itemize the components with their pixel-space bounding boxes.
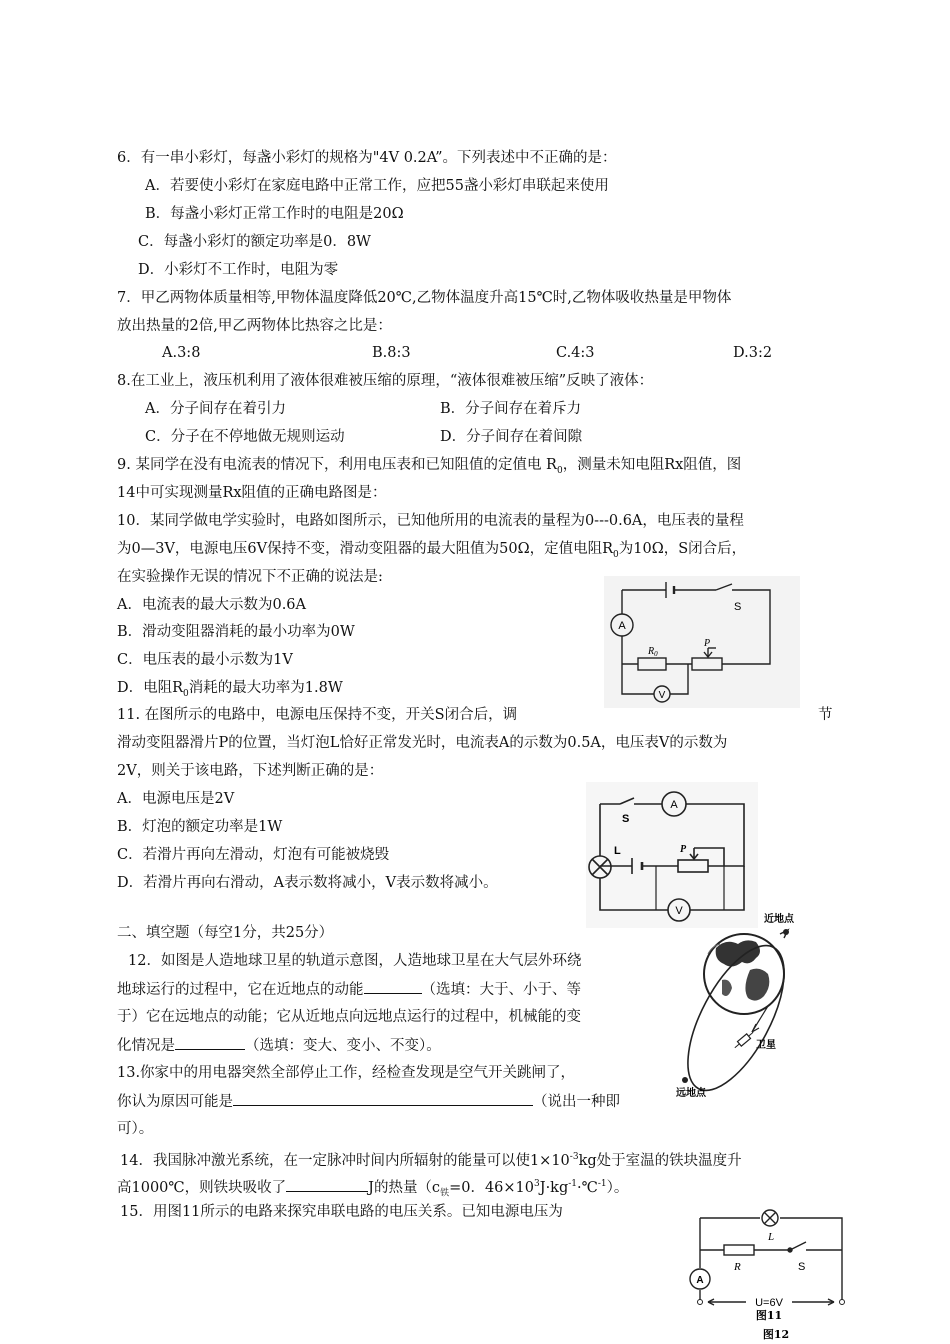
q11-line1: 11. 在图所示的电路中，电源电压保持不变，开关S闭合后，调	[117, 707, 518, 723]
q14-line2-text-b: J的热量（c	[368, 1179, 441, 1196]
q13-line1: 13.你家中的用电器突然全部停止工作，经检查发现是空气开关跳闸了，	[117, 1065, 576, 1081]
q11-option-a: A．电源电压是2V	[117, 791, 235, 807]
q13-blank[interactable]	[233, 1091, 533, 1106]
q6-stem: 6．有一串小彩灯，每盏小彩灯的规格为"4V 0.2A”。下列表述中不正确的是：	[117, 150, 617, 166]
q14-line1	[120, 1147, 742, 1171]
q15-fig12-label: 图12	[762, 1328, 790, 1341]
q11-option-b: B．灯泡的额定功率是1W	[117, 819, 283, 835]
q14-line2-sup: 3	[534, 1179, 540, 1189]
q14-line2-text: 高1000℃，则铁块吸收了	[117, 1179, 287, 1196]
q10-line2	[117, 539, 746, 565]
q9-sub: 0	[556, 465, 563, 476]
q13-line2-text-b: （说出一种即	[533, 1094, 620, 1110]
section2-title: 二、填空题（每空1分，共25分）	[117, 925, 334, 941]
q7-option-c: C.4:3	[556, 345, 595, 361]
q13-line2-text: 你认为原因可能是	[117, 1094, 233, 1110]
q13-line2	[117, 1091, 620, 1112]
q10-line2-text: 为0—3V，电源电压6V保持不变，滑动变阻器的最大阻值为50Ω，定值电阻R	[117, 541, 614, 557]
q10-option-b: B．滑动变阻器消耗的最小功率为0W	[117, 624, 355, 640]
q12-blank-2[interactable]	[175, 1035, 245, 1050]
q14-line2-text-d: J·kg	[539, 1179, 569, 1196]
q8-option-b: B．分子间存在着斥力	[440, 401, 582, 417]
q9-line1-text-b: ，测量未知电阻Rx阻值，图	[562, 457, 742, 473]
q14-line2-text-e: ·℃	[577, 1179, 598, 1196]
q12-perigee-label: 近地点	[764, 914, 794, 925]
q13-line3: 可）。	[117, 1121, 154, 1137]
q10-circuit-figure	[604, 576, 800, 708]
q10-option-c: C．电压表的最小示数为1V	[117, 652, 293, 668]
q10-voltmeter-label: V	[658, 690, 666, 701]
q15-line1: 15．用图11所示的电路来探究串联电路的电压关系。已知电源电压为	[120, 1204, 563, 1220]
q10-option-d-text-b: 消耗的最大功率为1.8W	[188, 680, 343, 696]
q7-option-a: A.3:8	[162, 345, 201, 361]
q10-option-a: A．电流表的最大示数为0.6A	[117, 597, 307, 613]
q11-voltmeter-label: V	[675, 905, 683, 917]
q7-line2: 放出热量的2倍,甲乙两物体比热容之比是：	[117, 318, 392, 334]
q10-option-d-text: D．电阻R	[117, 680, 184, 696]
q15-voltage-label: U=6V	[755, 1297, 783, 1309]
q14-line1-sup: -3	[569, 1152, 579, 1162]
q14-line2-sub: 铁	[440, 1188, 450, 1199]
q11-line1-end: 节	[818, 707, 833, 723]
q11-ammeter-label: A	[670, 799, 678, 811]
q10-line3: 在实验操作无误的情况下不正确的说法是:	[117, 569, 383, 585]
q12-satellite-label: 卫星	[756, 1040, 776, 1051]
q9-line2: 14中可实现测量Rx阻值的正确电路图是：	[117, 485, 387, 501]
q8-stem: 8.在工业上，液压机利用了液体很难被压缩的原理，“液体很难被压缩”反映了液体：	[117, 373, 654, 389]
q11-option-c: C．若滑片再向左滑动，灯泡有可能被烧毁	[117, 847, 390, 863]
q11-line2: 滑动变阻器滑片P的位置，当灯泡L恰好正常发光时，电流表A的示数为0.5A，电压表V的示数为	[117, 735, 728, 751]
q15-circuit-figure	[684, 1206, 854, 1344]
q12-line2-text-b: （选填：大于、小于、等	[421, 982, 581, 998]
q10-option-d-sub: 0	[183, 688, 189, 699]
q11-option-d: D．若滑片再向右滑动，A表示数将减小，V表示数将减小。	[117, 875, 498, 891]
q8-option-d: D．分子间存在着间隙	[440, 429, 583, 445]
q14-line1-text-b: kg处于室温的铁块温度升	[578, 1152, 742, 1169]
q8-option-c: C．分子在不停地做无规则运动	[145, 429, 345, 445]
q6-option-b: B．每盏小彩灯正常工作时的电阻是20Ω	[145, 206, 404, 222]
q10-ammeter-label: A	[618, 620, 626, 632]
q7-option-d: D.3:2	[733, 345, 773, 361]
q7-line1: 7．甲乙两物体质量相等,甲物体温度降低20℃,乙物体温度升高15℃时,乙物体吸收热量是甲物体	[117, 290, 732, 306]
q15-ammeter-label: A	[696, 1275, 704, 1286]
q10-line2-text-b: 为10Ω，S闭合后，	[618, 541, 747, 557]
q11-switch-label: S	[622, 813, 630, 825]
q10-line2-sub: 0	[613, 549, 619, 560]
q10-switch-label: S	[734, 601, 742, 613]
q14-line2-sup3: -1	[597, 1179, 607, 1189]
q9-line1-text: 9. 某同学在没有电流表的情况下，利用电压表和已知阻值的定值电 R	[117, 457, 557, 473]
q12-orbit-figure	[668, 908, 818, 1102]
q14-line2-sup2: -1	[568, 1179, 578, 1189]
q15-lamp-label: L	[768, 1231, 775, 1243]
q14-line1-text: 14．我国脉冲激光系统，在一定脉冲时间内所辐射的能量可以使1×10	[120, 1152, 570, 1169]
q14-line2-text-c: =0．46×10	[449, 1179, 535, 1196]
q15-switch-label: S	[798, 1261, 806, 1273]
q9-line1	[117, 455, 741, 481]
q8-option-a: A．分子间存在着引力	[145, 401, 286, 417]
q12-line1: 12．如图是人造地球卫星的轨道示意图，人造地球卫星在大气层外环绕	[128, 953, 582, 969]
q11-slider-label: P	[680, 844, 687, 855]
q15-resistor-label: R	[734, 1261, 741, 1273]
q6-option-a: A．若要使小彩灯在家庭电路中正常工作，应把55盏小彩灯串联起来使用	[145, 178, 609, 194]
q12-line4	[117, 1035, 441, 1056]
q12-line2-text: 地球运行的过程中，它在近地点的动能	[117, 982, 364, 998]
q10-line1: 10．某同学做电学实验时，电路如图所示，已知他所用的电流表的量程为0---0.6A，电压表的量程	[117, 513, 744, 529]
q12-line4-text: 化情况是	[117, 1038, 175, 1054]
q7-option-b: B.8:3	[372, 345, 411, 361]
q11-circuit-figure	[586, 782, 758, 928]
q12-blank-1[interactable]	[364, 979, 422, 994]
q12-line4-text-b: （选填：变大、变小、不变）。	[245, 1038, 441, 1054]
q11-line3: 2V，则关于该电路，下述判断正确的是：	[117, 763, 384, 779]
q11-lamp-label: L	[614, 845, 621, 857]
q10-resistor-label: $R_0$	[648, 646, 658, 658]
q14-line2	[117, 1174, 628, 1204]
q14-blank[interactable]	[286, 1177, 368, 1192]
q6-option-d: D．小彩灯不工作时，电阻为零	[138, 262, 339, 278]
q6-option-c: C．每盏小彩灯的额定功率是0．8W	[138, 234, 371, 250]
q15-fig11-label: 图11	[755, 1309, 783, 1322]
q12-line3: 于）它在远地点的动能；它从近地点向远地点运行的过程中，机械能的变	[117, 1009, 581, 1025]
q12-line2	[117, 979, 581, 1000]
q10-option-d	[117, 678, 343, 704]
q14-line2-text-f: ）。	[606, 1179, 629, 1196]
q12-apogee-label: 远地点	[676, 1088, 706, 1099]
q10-slider-label: P	[704, 638, 711, 649]
